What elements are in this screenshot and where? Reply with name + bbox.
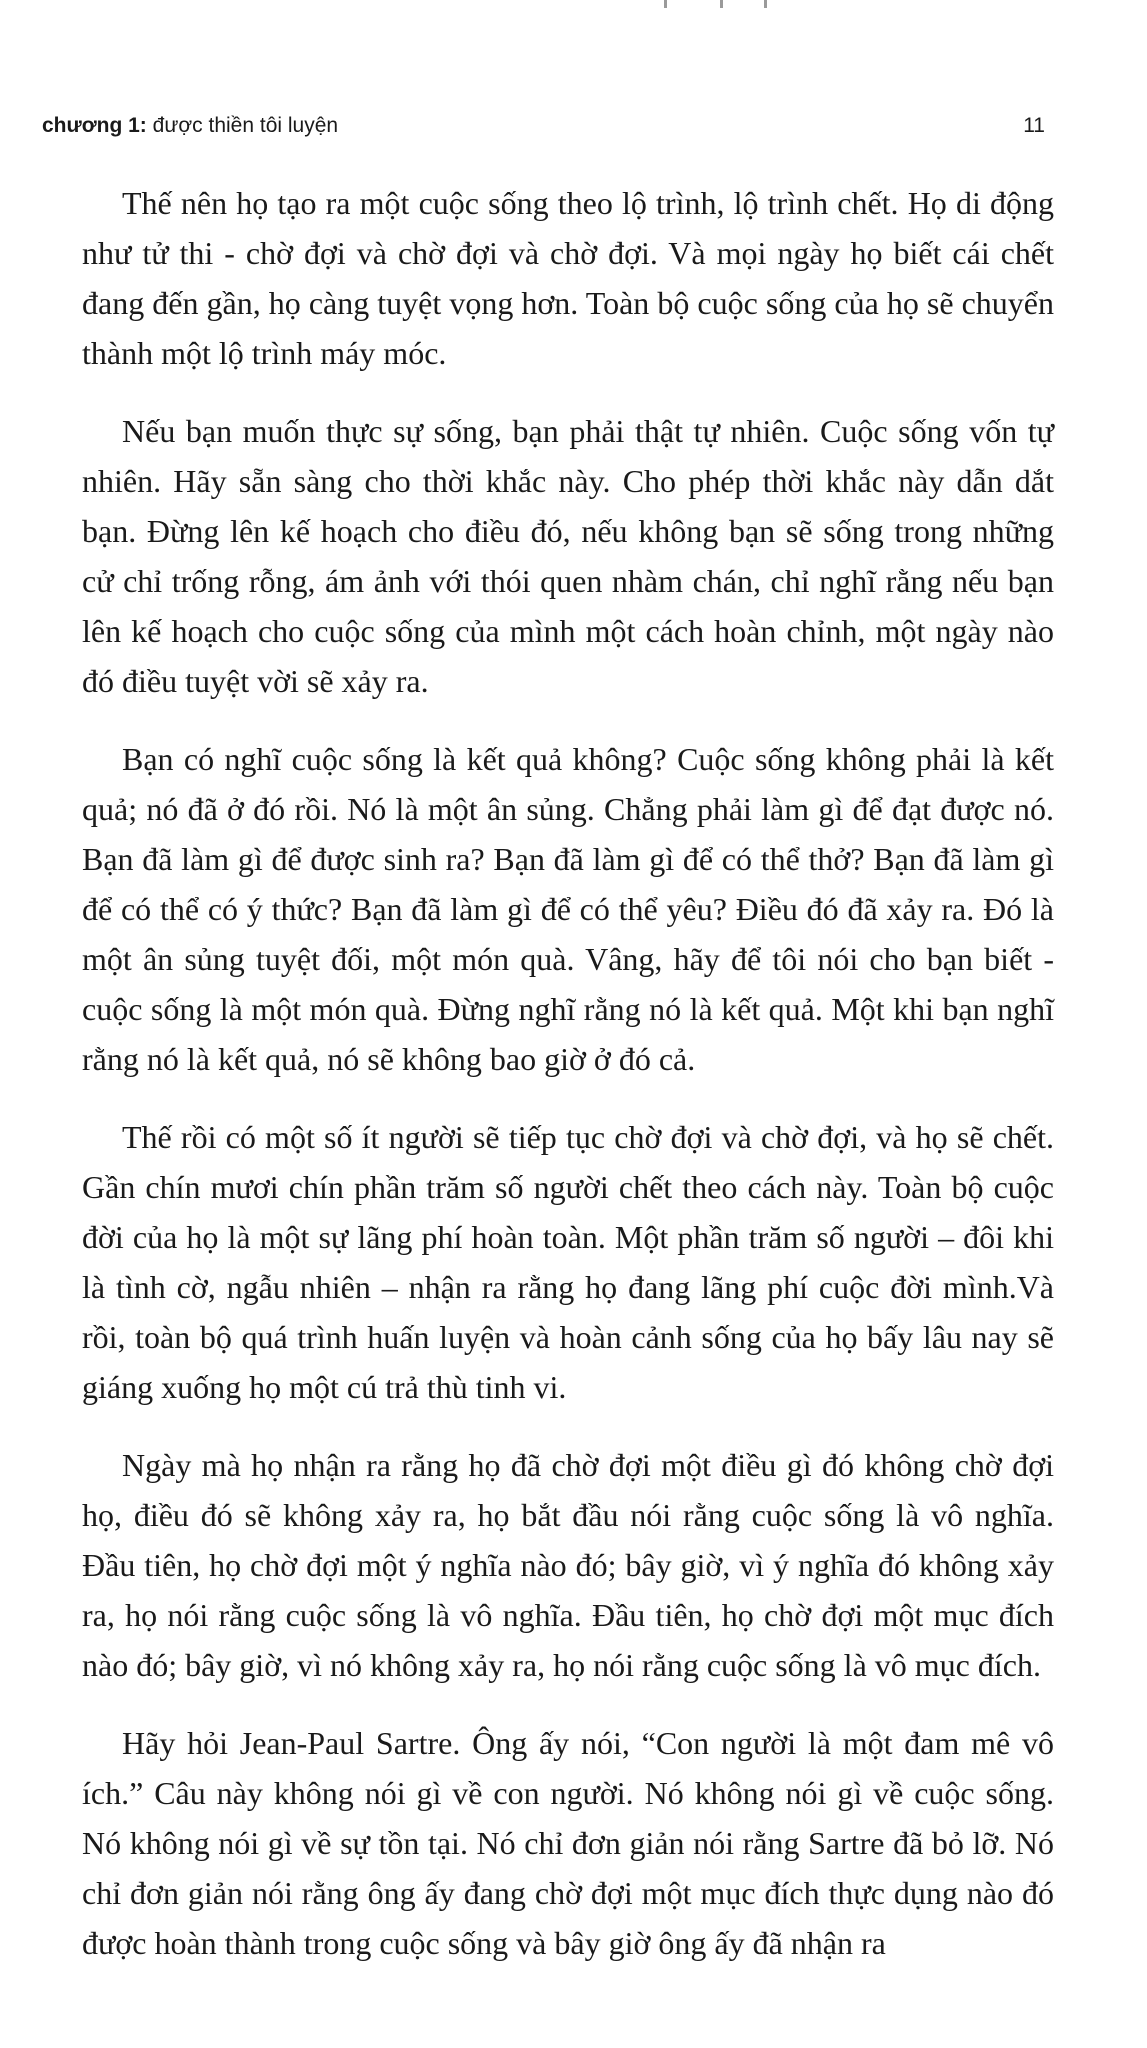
body-text <box>82 178 1054 1996</box>
paragraph-2: Nếu bạn muốn thực sự sống, bạn phải thật tự nhiên. Cuộc sống vốn tự nhiên. Hãy sẵn sàng cho thời khắc này. Cho phép thời khắc này dẫn dắt bạn. Đừng lên kế hoạch cho điều đó, nếu không bạn sẽ sống trong những cử chỉ trống rỗng, ám ảnh với thói quen nhàm chán, chỉ nghĩ rằng nếu bạn lên kế hoạch cho cuộc sống của mình một cách hoàn chỉnh, một ngày nào đó điều tuyệt vời sẽ xảy ra. <box>82 413 1054 699</box>
page-number: 11 <box>1023 114 1045 137</box>
paragraph-1: Thế nên họ tạo ra một cuộc sống theo lộ trình, lộ trình chết. Họ di động như tử thi - chờ đợi và chờ đợi và chờ đợi. Và mọi ngày họ biết cái chết đang đến gần, họ càng tuyệt vọng hơn. Toàn bộ cuộc sống của họ sẽ chuyển thành một lộ trình máy móc. <box>82 185 1054 371</box>
running-header <box>42 110 1042 142</box>
chapter-label: chương 1: <box>42 114 147 137</box>
paragraph-5: Ngày mà họ nhận ra rằng họ đã chờ đợi một điều gì đó không chờ đợi họ, điều đó sẽ không xảy ra, họ bắt đầu nói rằng cuộc sống là vô nghĩa. Đầu tiên, họ chờ đợi một ý nghĩa nào đó; bây giờ, vì ý nghĩa đó không xảy ra, họ nói rằng cuộc sống là vô nghĩa. Đầu tiên, họ chờ đợi một mục đích nào đó; bây giờ, vì nó không xảy ra, họ nói rằng cuộc sống là vô mục đích. <box>82 1447 1054 1683</box>
scan-edge-mark <box>660 0 770 10</box>
paragraph-3: Bạn có nghĩ cuộc sống là kết quả không? Cuộc sống không phải là kết quả; nó đã ở đó rồi. Nó là một ân sủng. Chẳng phải làm gì để đạt được nó. Bạn đã làm gì để được sinh ra? Bạn đã làm gì để có thể thở? Bạn đã làm gì để có thể có ý thức? Bạn đã làm gì để có thể yêu? Điều đó đã xảy ra. Đó là một ân sủng tuyệt đối, một món quà. Vâng, hãy để tôi nói cho bạn biết - cuộc sống là một món quà. Đừng nghĩ rằng nó là kết quả. Một khi bạn nghĩ rằng nó là kết quả, nó sẽ không bao giờ ở đó cả. <box>82 741 1054 1077</box>
paragraph-6: Hãy hỏi Jean-Paul Sartre. Ông ấy nói, “Con người là một đam mê vô ích.” Câu này không nói gì về con người. Nó không nói gì về cuộc sống. Nó không nói gì về sự tồn tại. Nó chỉ đơn giản nói rằng Sartre đã bỏ lỡ. Nó chỉ đơn giản nói rằng ông ấy đang chờ đợi một mục đích thực dụng nào đó được hoàn thành trong cuộc sống và bây giờ ông ấy đã nhận ra <box>82 1725 1054 1961</box>
chapter-title: được thiền tôi luyện <box>152 114 339 137</box>
paragraph-4: Thế rồi có một số ít người sẽ tiếp tục chờ đợi và chờ đợi, và họ sẽ chết. Gần chín mươi chín phần trăm số người chết theo cách này. Toàn bộ cuộc đời của họ là một sự lãng phí hoàn toàn. Một phần trăm số người – đôi khi là tình cờ, ngẫu nhiên – nhận ra rằng họ đang lãng phí cuộc đời mình.Và rồi, toàn bộ quá trình huấn luyện và hoàn cảnh sống của họ bấy lâu nay sẽ giáng xuống họ một cú trả thù tinh vi. <box>82 1119 1054 1405</box>
